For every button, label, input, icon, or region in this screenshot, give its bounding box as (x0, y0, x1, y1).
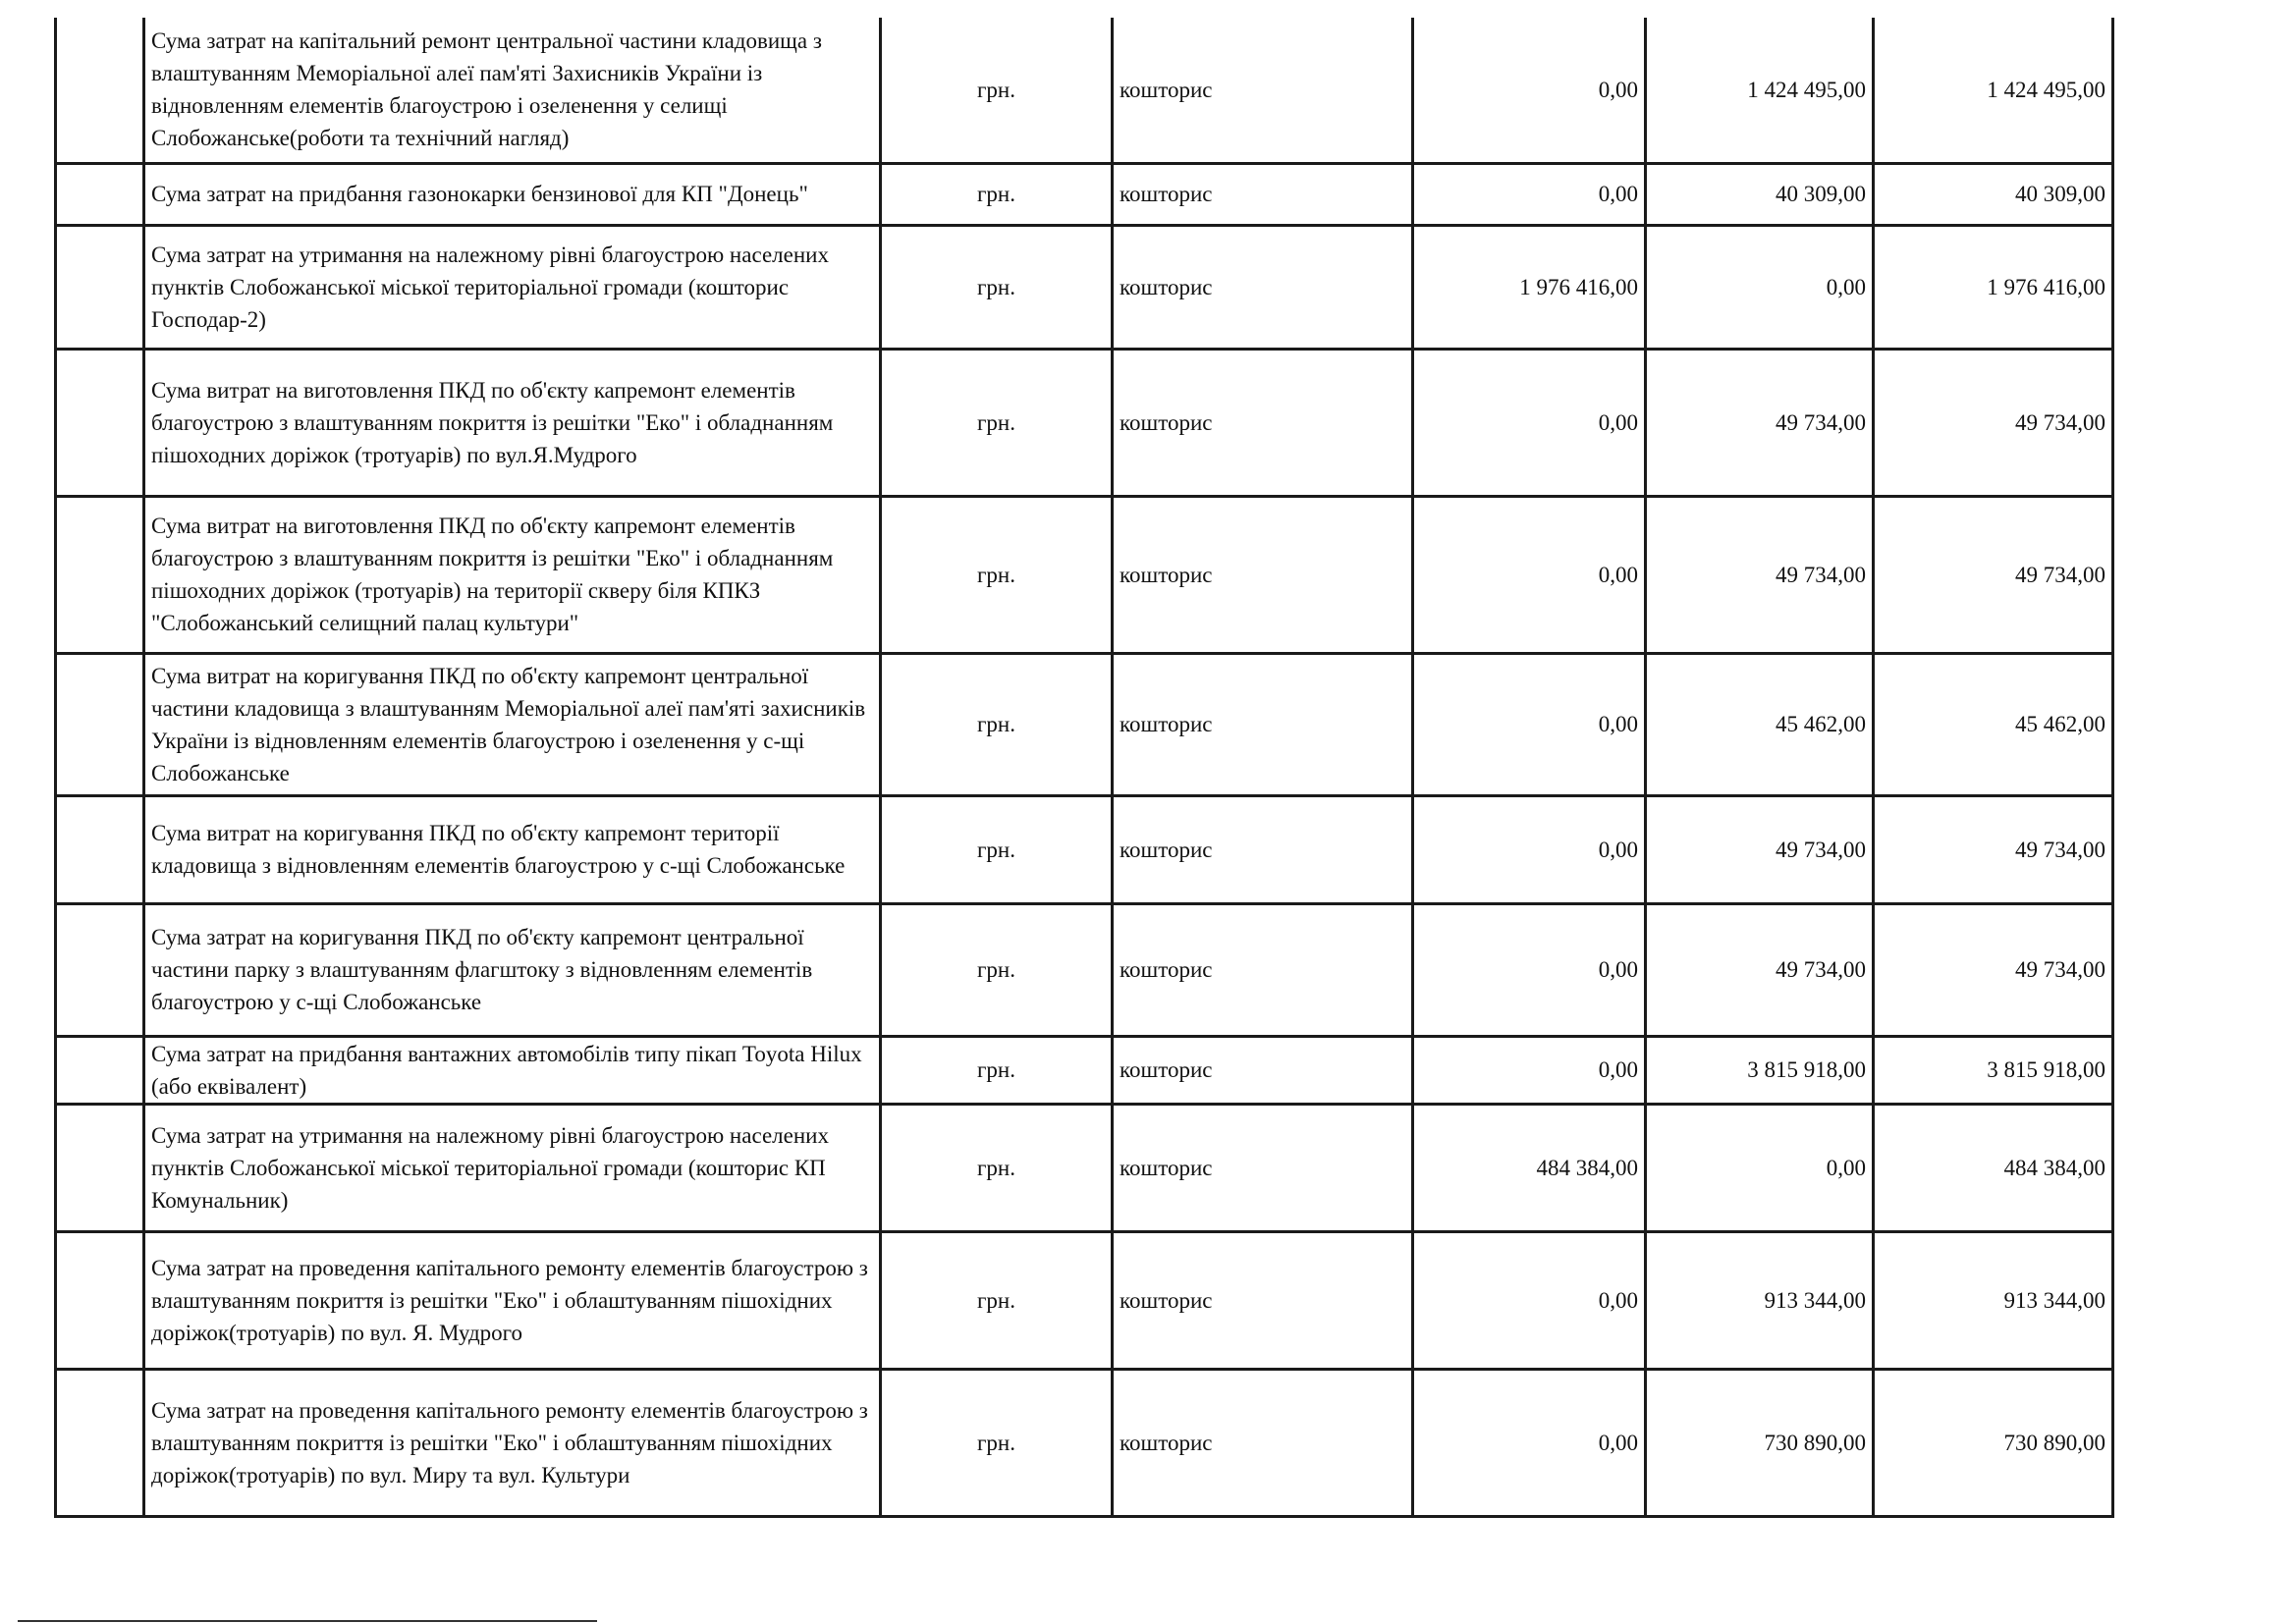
source-cell: кошторис (1113, 653, 1413, 795)
table-row (56, 349, 2113, 496)
total-value: 1 976 416,00 (1874, 225, 2113, 349)
table-row (56, 903, 2113, 1036)
total-value: 1 424 495,00 (1874, 18, 2113, 163)
unit-cell: грн. (881, 795, 1113, 903)
general-fund-value: 0,00 (1413, 163, 1646, 225)
general-fund-value: 0,00 (1413, 349, 1646, 496)
source-cell: кошторис (1113, 349, 1413, 496)
unit-cell: грн. (881, 496, 1113, 653)
indicator-name: Сума затрат на коригування ПКД по об'єкту капремонт центральної частини парку з влаштуванням флагштоку з відновленням елементів благоустрою у с-щі Слобожанське (144, 903, 881, 1036)
row-number-cell (56, 653, 144, 795)
row-number-cell (56, 163, 144, 225)
general-fund-value: 484 384,00 (1413, 1104, 1646, 1231)
total-value: 49 734,00 (1874, 496, 2113, 653)
unit-cell: грн. (881, 903, 1113, 1036)
special-fund-value: 49 734,00 (1646, 496, 1874, 653)
special-fund-value: 0,00 (1646, 1104, 1874, 1231)
row-number-cell (56, 1036, 144, 1104)
indicator-name: Сума витрат на коригування ПКД по об'єкту капремонт території кладовища з відновленням елементів благоустрою у с-щі Слобожанське (144, 795, 881, 903)
table-row (56, 18, 2113, 163)
general-fund-value: 0,00 (1413, 903, 1646, 1036)
row-number-cell (56, 1369, 144, 1516)
table-row (56, 1036, 2113, 1104)
source-cell: кошторис (1113, 225, 1413, 349)
special-fund-value: 0,00 (1646, 225, 1874, 349)
footer-divider (18, 1620, 597, 1622)
general-fund-value: 0,00 (1413, 795, 1646, 903)
special-fund-value: 45 462,00 (1646, 653, 1874, 795)
row-number-cell (56, 225, 144, 349)
unit-cell: грн. (881, 18, 1113, 163)
unit-cell: грн. (881, 1231, 1113, 1369)
source-cell: кошторис (1113, 795, 1413, 903)
indicator-name: Сума витрат на виготовлення ПКД по об'єкту капремонт елементів благоустрою з влаштуванням покриття із решітки "Еко" і обладнанням пішоходних доріжок (тротуарів) по вул.Я.Мудрого (144, 349, 881, 496)
source-cell: кошторис (1113, 1369, 1413, 1516)
source-cell: кошторис (1113, 18, 1413, 163)
indicator-name: Сума витрат на коригування ПКД по об'єкту капремонт центральної частини кладовища з влаштуванням Меморіальної алеї пам'яті захисників України із відновленням елементів благоустрою і озеленення у с-щі Слобожанське (144, 653, 881, 795)
row-number-cell (56, 795, 144, 903)
special-fund-value: 913 344,00 (1646, 1231, 1874, 1369)
special-fund-value: 49 734,00 (1646, 795, 1874, 903)
indicator-name: Сума затрат на проведення капітального ремонту елементів благоустрою з влаштуванням покриття із решітки "Еко" і облаштуванням пішохідних доріжок(тротуарів) по вул. Я. Мудрого (144, 1231, 881, 1369)
special-fund-value: 730 890,00 (1646, 1369, 1874, 1516)
total-value: 49 734,00 (1874, 349, 2113, 496)
general-fund-value: 0,00 (1413, 1231, 1646, 1369)
source-cell: кошторис (1113, 1231, 1413, 1369)
special-fund-value: 49 734,00 (1646, 349, 1874, 496)
indicator-name: Сума затрат на капітальний ремонт центральної частини кладовища з влаштуванням Меморіальної алеї пам'яті Захисників України із відновленням елементів благоустрою і озеленення у селищі Слобожанське(роботи та технічний нагляд) (144, 18, 881, 163)
indicator-name: Сума затрат на утримання на належному рівні благоустрою населених пунктів Слобожанської міської територіальної громади (кошторис Господар-2) (144, 225, 881, 349)
special-fund-value: 3 815 918,00 (1646, 1036, 1874, 1104)
table-row (56, 1369, 2113, 1516)
total-value: 49 734,00 (1874, 903, 2113, 1036)
indicator-name: Сума затрат на утримання на належному рівні благоустрою населених пунктів Слобожанської міської територіальної громади (кошторис КП Комунальник) (144, 1104, 881, 1231)
table-row (56, 1231, 2113, 1369)
row-number-cell (56, 1231, 144, 1369)
unit-cell: грн. (881, 1369, 1113, 1516)
total-value: 484 384,00 (1874, 1104, 2113, 1231)
indicator-name: Сума затрат на придбання вантажних автомобілів типу пікап Toyota Hilux (або еквівалент) (144, 1036, 881, 1104)
source-cell: кошторис (1113, 903, 1413, 1036)
table-row (56, 1104, 2113, 1231)
table-row (56, 496, 2113, 653)
total-value: 45 462,00 (1874, 653, 2113, 795)
general-fund-value: 0,00 (1413, 653, 1646, 795)
special-fund-value: 40 309,00 (1646, 163, 1874, 225)
budget-table (54, 18, 2114, 1518)
row-number-cell (56, 903, 144, 1036)
unit-cell: грн. (881, 653, 1113, 795)
table-row (56, 795, 2113, 903)
source-cell: кошторис (1113, 163, 1413, 225)
total-value: 3 815 918,00 (1874, 1036, 2113, 1104)
indicator-name: Сума затрат на проведення капітального ремонту елементів благоустрою з влаштуванням покриття із решітки "Еко" і облаштуванням пішохідних доріжок(тротуарів) по вул. Миру та вул. Культури (144, 1369, 881, 1516)
general-fund-value: 0,00 (1413, 1036, 1646, 1104)
total-value: 40 309,00 (1874, 163, 2113, 225)
indicator-name: Сума затрат на придбання газонокарки бензинової для КП "Донець" (144, 163, 881, 225)
general-fund-value: 0,00 (1413, 496, 1646, 653)
source-cell: кошторис (1113, 1036, 1413, 1104)
source-cell: кошторис (1113, 1104, 1413, 1231)
indicator-name: Сума витрат на виготовлення ПКД по об'єкту капремонт елементів благоустрою з влаштуванням покриття із решітки "Еко" і обладнанням пішоходних доріжок (тротуарів) на території скверу біля КПКЗ "Слобожанський селищний палац культури" (144, 496, 881, 653)
row-number-cell (56, 1104, 144, 1231)
special-fund-value: 1 424 495,00 (1646, 18, 1874, 163)
unit-cell: грн. (881, 163, 1113, 225)
row-number-cell (56, 496, 144, 653)
special-fund-value: 49 734,00 (1646, 903, 1874, 1036)
source-cell: кошторис (1113, 496, 1413, 653)
general-fund-value: 1 976 416,00 (1413, 225, 1646, 349)
unit-cell: грн. (881, 349, 1113, 496)
table-row (56, 225, 2113, 349)
total-value: 730 890,00 (1874, 1369, 2113, 1516)
total-value: 49 734,00 (1874, 795, 2113, 903)
total-value: 913 344,00 (1874, 1231, 2113, 1369)
unit-cell: грн. (881, 1104, 1113, 1231)
general-fund-value: 0,00 (1413, 1369, 1646, 1516)
row-number-cell (56, 349, 144, 496)
unit-cell: грн. (881, 225, 1113, 349)
row-number-cell (56, 18, 144, 163)
table-row (56, 653, 2113, 795)
table-row (56, 163, 2113, 225)
unit-cell: грн. (881, 1036, 1113, 1104)
general-fund-value: 0,00 (1413, 18, 1646, 163)
